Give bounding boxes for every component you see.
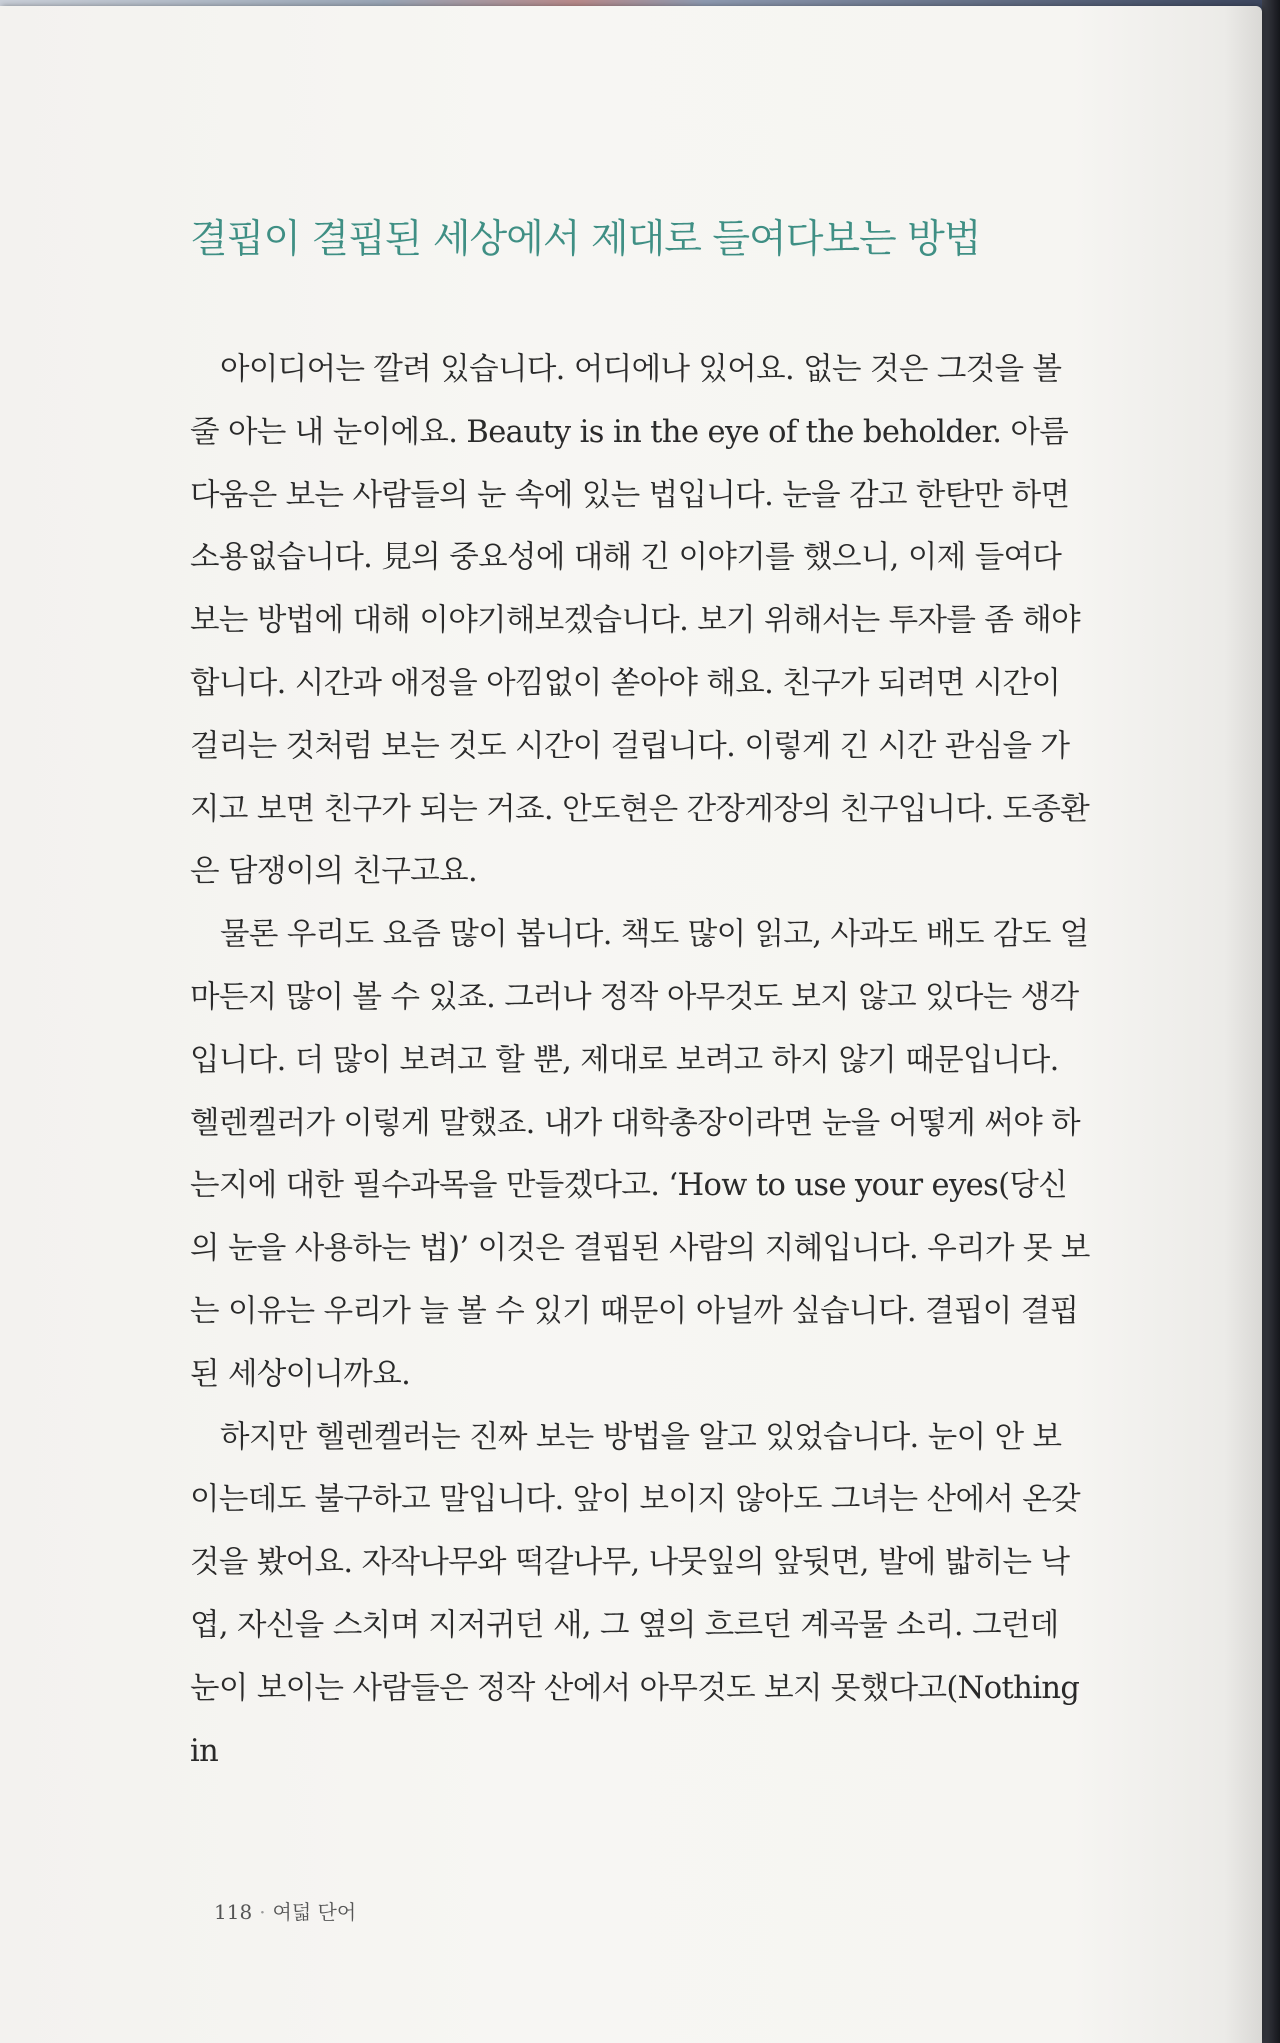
body-text	[190, 339, 1090, 1783]
footer-separator: ·	[259, 1900, 266, 1924]
page-number: 118	[214, 1900, 253, 1924]
chapter-title: 여덟 단어	[272, 1900, 357, 1924]
book-page	[0, 6, 1262, 2043]
paragraph-2: 물론 우리도 요즘 많이 봅니다. 책도 많이 읽고, 사과도 배도 감도 얼마든지 많이 볼 수 있죠. 그러나 정작 아무것도 보지 않고 있다는 생각입니다. 더 많이 보려고 할 뿐, 제대로 보려고 하지 않기 때문입니다. 헬렌켈러가 이렇게 말했죠. 내가 대학총장이라면 눈을 어떻게 써야 하는지에 대한 필수과목을 만들겠다고. ‘How to use your eyes(당신의 눈을 사용하는 법)’ 이것은 결핍된 사람의 지혜입니다. 우리가 못 보는 이유는 우리가 늘 볼 수 있기 때문이 아닐까 싶습니다. 결핍이 결핍된 세상이니까요.	[190, 917, 1090, 1392]
book-spine-edge	[1262, 0, 1280, 2043]
page-footer	[214, 1898, 356, 1926]
paragraph-3: 하지만 헬렌켈러는 진짜 보는 방법을 알고 있었습니다. 눈이 안 보이는데도 불구하고 말입니다. 앞이 보이지 않아도 그녀는 산에서 온갖 것을 봤어요. 자작나무와 떡갈나무, 나뭇잎의 앞뒷면, 발에 밟히는 낙엽, 자신을 스치며 지저귀던 새, 그 옆의 흐르던 계곡물 소리. 그런데 눈이 보이는 사람들은 정작 산에서 아무것도 보지 못했다고(Nothing in	[190, 1419, 1081, 1769]
paragraph-1: 아이디어는 깔려 있습니다. 어디에나 있어요. 없는 것은 그것을 볼 줄 아는 내 눈이에요. Beauty is in the eye of the beholder. 아름다움은 보는 사람들의 눈 속에 있는 법입니다. 눈을 감고 한탄만 하면 소용없습니다. 見의 중요성에 대해 긴 이야기를 했으니, 이제 들여다보는 방법에 대해 이야기해보겠습니다. 보기 위해서는 투자를 좀 해야 합니다. 시간과 애정을 아낌없이 쏟아야 해요. 친구가 되려면 시간이 걸리는 것처럼 보는 것도 시간이 걸립니다. 이렇게 긴 시간 관심을 가지고 보면 친구가 되는 거죠. 안도현은 간장게장의 친구입니다. 도종환은 담쟁이의 친구고요.	[190, 352, 1090, 890]
section-heading: 결핍이 결핍된 세상에서 제대로 들여다보는 방법	[190, 217, 981, 262]
